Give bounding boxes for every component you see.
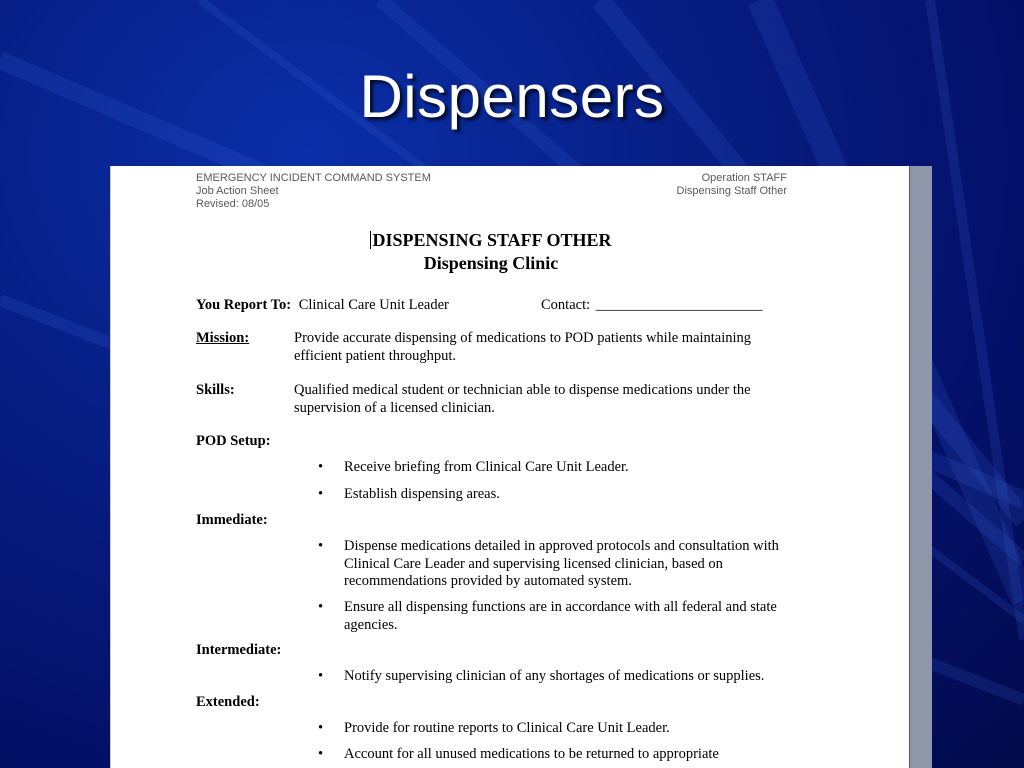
document-title: DISPENSING STAFF OTHER xyxy=(372,230,612,250)
list-item: Ensure all dispensing functions are in accordance with all federal and state agencies. xyxy=(344,599,777,633)
list-item: Notify supervising clinician of any shortages of medications or supplies. xyxy=(344,668,765,684)
header-left-line: Revised: 08/05 xyxy=(196,198,270,210)
section-label-extended: Extended: xyxy=(196,694,260,710)
bullet-glyph: • xyxy=(318,538,324,554)
contact-blank: _______________________ xyxy=(595,297,763,313)
contact-label: Contact: xyxy=(541,297,591,313)
list-item: Provide for routine reports to Clinical Care Unit Leader. xyxy=(344,720,670,736)
bullet-glyph: • xyxy=(318,668,324,684)
list-item: Receive briefing from Clinical Care Unit Leader. xyxy=(344,459,629,475)
header-right-line: Dispensing Staff Other xyxy=(676,185,787,197)
bullet-glyph: • xyxy=(318,599,324,615)
bullet-glyph: • xyxy=(318,720,324,736)
document-subtitle: Dispensing Clinic xyxy=(423,253,559,273)
bullet-glyph: • xyxy=(318,746,324,762)
bullet-glyph: • xyxy=(318,459,324,475)
document-title-block xyxy=(111,229,871,275)
contact-row xyxy=(541,297,763,315)
header-left-line: Job Action Sheet xyxy=(196,185,279,197)
list-item: Establish dispensing areas. xyxy=(344,486,500,502)
report-to-label: You Report To: xyxy=(196,297,292,313)
header-right-line: Operation STAFF xyxy=(701,172,787,184)
mission-text: Provide accurate dispensing of medications to POD patients while maintaining efficient patient throughput. xyxy=(294,330,752,364)
slide-title: Dispensers xyxy=(359,63,665,130)
section-label-pod-setup: POD Setup: xyxy=(196,433,271,449)
section-label-immediate: Immediate: xyxy=(196,512,268,528)
header-right xyxy=(677,172,787,198)
skills-text: Qualified medical student or technician able to dispense medications under the supervision of a licensed clinician. xyxy=(294,382,751,416)
section-label-intermediate: Intermediate: xyxy=(196,642,282,658)
bullet-glyph: • xyxy=(318,486,324,502)
mission-label: Mission: xyxy=(196,330,250,346)
document-page xyxy=(110,166,910,768)
report-to-value: Clinical Care Unit Leader xyxy=(298,297,449,313)
report-to-row xyxy=(196,297,449,315)
header-left xyxy=(196,172,431,211)
list-item: Account for all unused medications to be returned to appropriate xyxy=(344,746,719,762)
page-edge-shadow xyxy=(909,166,932,768)
skills-label: Skills: xyxy=(196,382,235,398)
list-item: Dispense medications detailed in approved protocols and consultation with Clinical Care Leader and supervising licensed clinician, based on recommendations provided by automated system. xyxy=(344,538,779,589)
header-left-line: EMERGENCY INCIDENT COMMAND SYSTEM xyxy=(196,172,431,184)
